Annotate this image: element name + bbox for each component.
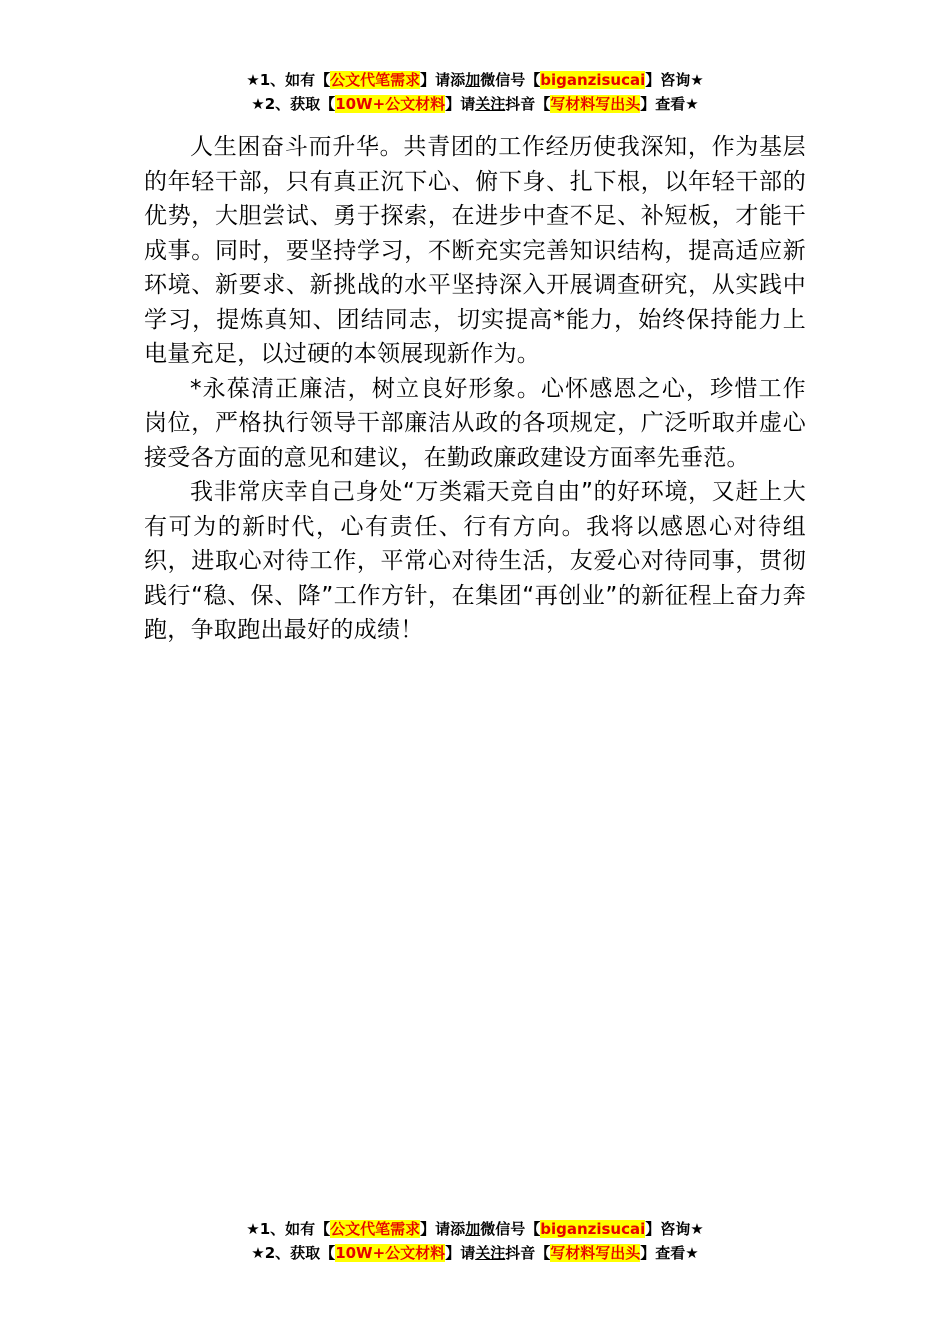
footer-promo-banner xyxy=(0,1217,950,1265)
body-paragraph: 我非常庆幸自己身处“万类霜天竞自由”的好环境，又赶上大有可为的新时代，心有责任、行有方向。我将以感恩心对待组织，进取心对待工作，平常心对待生活，友爱心对待同事，贯彻践行“稳、保、降”工作方针，在集团“再创业”的新征程上奋力奔跑，争取跑出最好的成绩！ xyxy=(144,479,806,643)
document-body xyxy=(144,130,806,648)
promo-highlight-materials: 10W+公文材料 xyxy=(335,1244,446,1262)
promo-highlight-service: 公文代笔需求 xyxy=(330,71,421,89)
body-paragraph: *永葆清正廉洁，树立良好形象。心怀感恩之心，珍惜工作岗位，严格执行领导干部廉洁从政的各项规定，广泛听取并虚心接受各方面的意见和建议，在勤政廉政建设方面率先垂范。 xyxy=(144,375,806,471)
promo-highlight-service: 公文代笔需求 xyxy=(330,1220,421,1238)
promo-highlight-douyin: 写材料写出头 xyxy=(550,1244,641,1262)
promo-line-2: ★2、获取【10W+公文材料】请关注抖音【写材料写出头】查看★ xyxy=(251,95,699,113)
promo-highlight-douyin: 写材料写出头 xyxy=(550,95,641,113)
promo-highlight-wechat-id: biganzisucai xyxy=(540,1220,646,1238)
header-promo-banner xyxy=(0,68,950,116)
promo-line-2: ★2、获取【10W+公文材料】请关注抖音【写材料写出头】查看★ xyxy=(251,1244,699,1262)
promo-line-1: ★1、如有【公文代笔需求】请添加微信号【biganzisucai】咨询★ xyxy=(246,71,704,89)
body-paragraph: 人生困奋斗而升华。共青团的工作经历使我深知，作为基层的年轻干部，只有真正沉下心、俯下身、扎下根，以年轻干部的优势，大胆尝试、勇于探索，在进步中查不足、补短板，才能干成事。同时，要坚持学习，不断充实完善知识结构，提高适应新环境、新要求、新挑战的水平坚持深入开展调查研究，从实践中学习，提炼真知、团结同志，切实提高*能力，始终保持能力上电量充足，以过硬的本领展现新作为。 xyxy=(144,134,806,367)
promo-line-1: ★1、如有【公文代笔需求】请添加微信号【biganzisucai】咨询★ xyxy=(246,1220,704,1238)
promo-highlight-materials: 10W+公文材料 xyxy=(335,95,446,113)
promo-highlight-wechat-id: biganzisucai xyxy=(540,71,646,89)
